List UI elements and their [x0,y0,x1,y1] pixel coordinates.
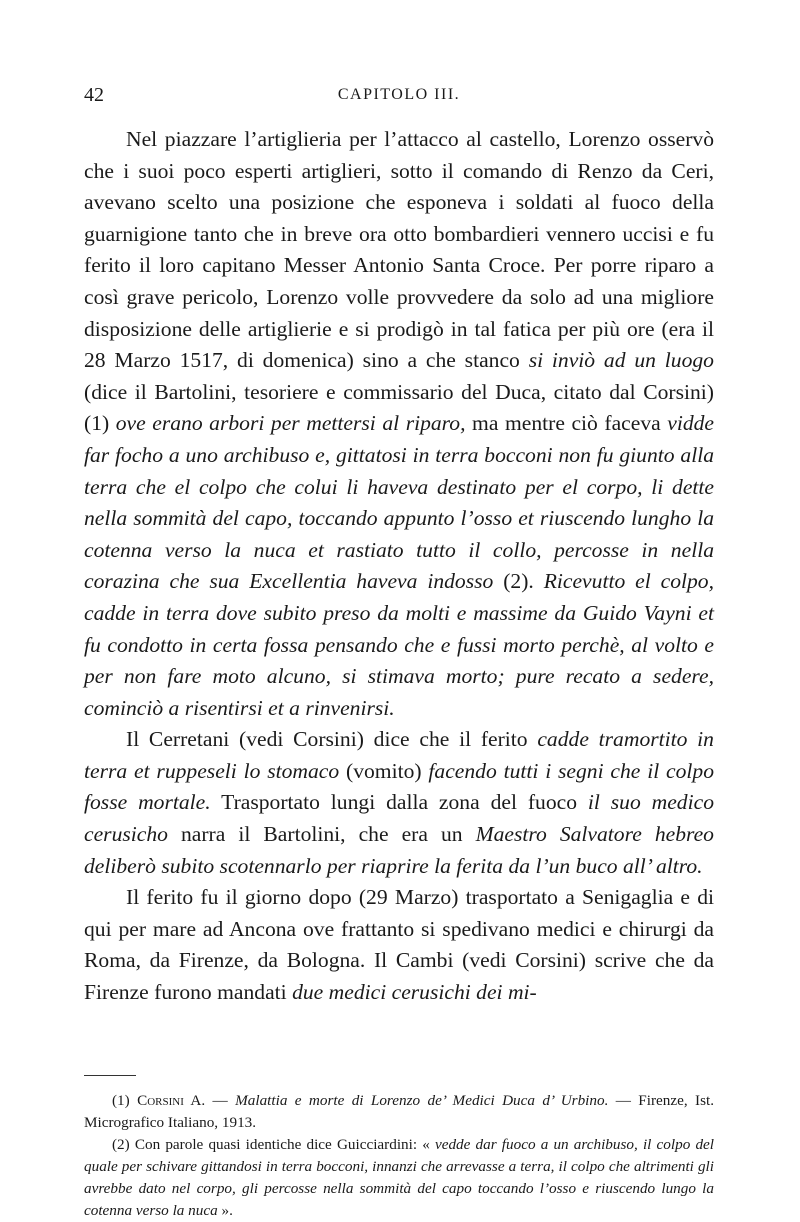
text-run: Trasportato lungi dalla zona del fuoco [210,790,588,815]
text-run: Il Cerretani (vedi Corsini) dice che il ferito [126,727,538,752]
text-run: (2). [493,569,544,594]
text-run: ma mentre ciò faceva [465,411,668,436]
quote-run: facendo tutti i segni che il colpo fosse mortale. [84,758,714,815]
chapter-title: CAPITOLO III. [337,86,461,103]
footnote-divider [84,1075,136,1076]
text-run: (vomito) [339,758,429,783]
quote-run: si inviò ad un luogo [528,348,714,373]
quote-run: il suo medico cerusicho [84,790,714,847]
footnote-title: Malattia e morte di Lorenzo de’ Medici Duca d’ Urbino. [235,1092,609,1109]
running-head [84,84,714,112]
quote-run: due medici cerusichi dei mi- [292,980,537,1005]
footnotes [84,1090,714,1222]
body-text [84,124,714,1009]
footnote-author: Corsini A. [137,1092,206,1109]
footnote-text: ». [217,1202,233,1219]
quote-run: Ricevutto el colpo, cadde in terra dove subito preso da molti e massime da Guido Vayni et fu condotto in certa fossa pensando che e fussi morto perchè, al volto e per non fare moto alcuno, si stimava morto; pure recato a sedere, cominciò a risentirsi et a rinvenirsi. [84,569,714,720]
footnote-text: — Firenze, Ist. Micrografico Italiano, 1913. [84,1092,714,1131]
text-run: Il ferito fu il giorno dopo (29 Marzo) trasportato a Senigaglia e di qui per mare ad Ancona ove frattanto si spedivano medici e chirurgi da Roma, da Firenze, da Bologna. Il Cambi (vedi Corsini) scrive che da Firenze furono mandati [84,885,714,1005]
footnote-text: (1) [112,1092,138,1109]
quote-run: Maestro Salvatore hebreo deliberò subito scotennarlo per riaprire la ferita da l’un buco all’ altro. [84,822,714,878]
paragraph-2 [84,724,714,882]
footnote-text: (2) Con parole quasi identiche dice Guicciardini: « [112,1136,435,1153]
footnote-quote: vedde dar fuoco a un archibuso, il colpo del quale per schivare gittandosi in terra bocconi, innanzi che arrevasse a terra, il colpo che altrimenti gli avrebbe dato nel corpo, gli percosse nella sommità del capo toccando l’osso e riuscendo lungo la cotenna verso la nuca [84,1136,714,1219]
footnote-2 [84,1134,714,1222]
quote-run: ove erano arbori per mettersi al riparo, [115,411,466,436]
footnote-text: — [205,1092,236,1109]
paragraph-1 [84,124,714,724]
paragraph-3 [84,882,714,1008]
text-run: narra il Bartolini, che era un [167,822,476,847]
footnote-1 [84,1090,714,1134]
quote-run: cadde tramortito in terra et ruppeseli lo stomaco [84,727,714,783]
quote-run: vidde far focho a uno archibuso e, gittatosi in terra bocconi non fu giunto alla terra che el colpo che colui li haveva destinato per el corpo, li dette nella sommità del capo, toccando appunto l’osso et riuscendo lungho la cotenna verso la nuca et rastiato tutto il collo, percosse in nella corazina che sua Excellentia haveva indosso [84,411,715,594]
text-run: (dice il Bartolini, tesoriere e commissario del Duca, citato dal Corsini) (1) [84,379,714,436]
text-run: Nel piazzare l’artiglieria per l’attacco al castello, Lorenzo osservò che i suoi poco esperti artiglieri, sotto il comando di Renzo da Ceri, avevano scelto una posizione che esponeva i soldati al fuoco della guarnigione tanto che in breve ora otto bombardieri vennero uccisi e fu ferito il loro capitano Messer Antonio Santa Croce. Per porre riparo a così grave pericolo, Lorenzo volle provvedere da solo ad una migliore disposizione delle artiglierie e si prodigò in tal fatica per più ore (era il 28 Marzo 1517, di domenica) sino a che stanco [84,127,714,373]
page-number: 42 [84,84,104,106]
